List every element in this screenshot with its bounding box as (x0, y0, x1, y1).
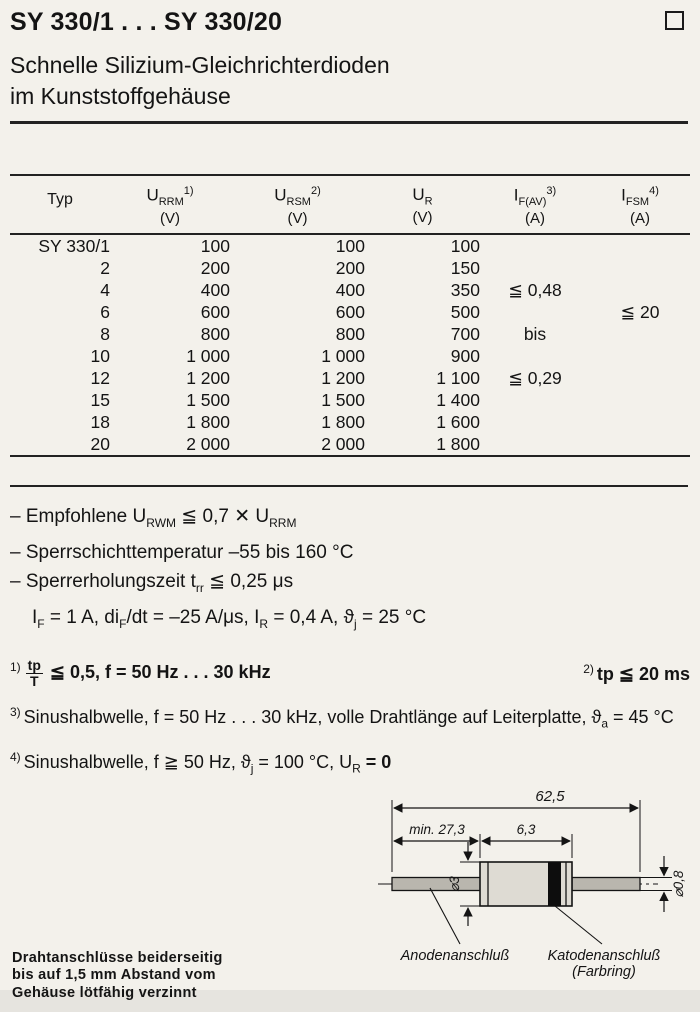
cell-ursm: 200 (335, 258, 365, 279)
ifav-lower-value: ≦ 0,29 (508, 368, 562, 389)
col-header-ifsm (590, 175, 690, 234)
solder-note (12, 950, 223, 1003)
text-segment: – Empfohlene U (10, 506, 147, 528)
cell-ursm: 800 (335, 324, 365, 345)
cathode-lead (572, 878, 640, 891)
anode-label: Anodenanschluß (400, 948, 510, 965)
cell-urrm: 1 800 (186, 412, 230, 433)
fraction-tp-T (26, 658, 43, 689)
notes-section (10, 502, 688, 638)
text-segment: – Sperrerholungszeit t (10, 570, 196, 592)
footnote-2 (583, 656, 690, 687)
solder-note-line-3: Gehäuse lötfähig verzinnt (12, 984, 197, 1001)
subtitle-line-2: im Kunststoffgehäuse (10, 83, 231, 109)
text-segment: Sinushalbwelle, f ≧ 50 Hz, ϑ (23, 751, 251, 772)
anode-leader-line (430, 888, 460, 944)
text-segment: /dt = –25 A/μs, I (126, 606, 260, 628)
col-ifsm-symbol: $I_{FSM}^{4)}$ (621, 185, 659, 209)
cell-urrm: 200 (200, 258, 230, 279)
col-header-urrm (110, 175, 230, 234)
text-segment: = 100 °C, U (253, 751, 353, 772)
note-test-conditions (10, 603, 688, 639)
corner-square-icon (665, 11, 684, 30)
cell-typ: 8 (100, 324, 110, 345)
cell-ursm: 400 (335, 280, 365, 301)
cell-typ: 12 (90, 368, 110, 389)
col-ifav-unit: (A) (525, 210, 545, 228)
cell-ur: 700 (450, 324, 480, 345)
subscript: j (250, 761, 254, 776)
cell-typ: 2 (100, 258, 110, 279)
subscript: RWM (146, 515, 177, 530)
footnote-row-1-2 (10, 654, 690, 689)
subscript: a (601, 716, 609, 731)
footnote-marker: 2) (583, 662, 594, 677)
page-subtitle (10, 50, 688, 112)
cell-ur: 150 (450, 258, 480, 279)
cell-urrm: 100 (200, 236, 230, 257)
footnote-marker: 3) (10, 705, 21, 720)
text-segment: = 1 A, di (44, 606, 120, 628)
footnote-4 (10, 744, 688, 783)
cathode-colorband-label: (Farbring) (572, 964, 636, 981)
text-segment: = 0 (360, 751, 392, 772)
text-segment: ≦ 0,5, f = 50 Hz . . . 30 kHz (49, 662, 271, 683)
dim-wire-diameter-label: ⌀0,8 (671, 870, 686, 898)
footnote-marker: 4) (10, 749, 21, 764)
cell-urrm: 1 000 (186, 346, 230, 367)
solder-note-line-2: bis auf 1,5 mm Abstand vom (12, 967, 216, 984)
subscript: RRM (269, 515, 297, 530)
col-ifav-symbol: $I_{F(AV)}^{3)}$ (513, 185, 557, 209)
text-segment: Sinushalbwelle, f = 50 Hz . . . 30 kHz, volle Drahtlänge auf Leiterplatte, ϑ (23, 707, 602, 728)
cathode-band (548, 862, 561, 906)
cell-ursm: 600 (335, 302, 365, 323)
cell-typ: SY 330/1 (38, 236, 110, 257)
col-ursm-symbol: $U_{RSM}^{2)}$ (274, 185, 321, 209)
subscript: R (352, 761, 361, 776)
fraction-denominator: T (30, 673, 39, 690)
dim-body-diameter-label: ⌀3 (447, 876, 462, 893)
dim-lead-label: min. 27,3 (409, 822, 465, 838)
col-ur-symbol: $U_R$ (412, 185, 433, 208)
text-segment: = 0,4 A, ϑ (268, 606, 354, 628)
cell-ur: 1 400 (436, 390, 480, 411)
cell-typ: 10 (90, 346, 110, 367)
footnote-1 (10, 654, 271, 689)
page-header (10, 8, 688, 37)
col-header-ifav (480, 175, 590, 234)
text-segment: = 25 °C (356, 606, 427, 628)
cell-typ: 6 (100, 302, 110, 323)
subscript: F (37, 616, 45, 631)
footnote-3 (10, 699, 688, 738)
cell-urrm: 400 (200, 280, 230, 301)
dim-body-label: 6,3 (516, 822, 536, 838)
cell-ur: 500 (450, 302, 480, 323)
col-ursm-unit: (V) (287, 210, 308, 228)
footnotes-section (10, 654, 688, 782)
subscript: R (259, 616, 269, 631)
ifav-bis-label: bis (523, 324, 547, 345)
section-rule (10, 485, 688, 487)
text-segment: tp ≦ 20 ms (596, 664, 690, 685)
cathode-leader-line (555, 906, 602, 944)
subtitle-rule (10, 121, 688, 124)
cell-urrm: 1 500 (186, 390, 230, 411)
col-urrm-symbol: $U_{RRM}^{1)}$ (146, 185, 194, 209)
col-header-ursm (230, 175, 365, 234)
ratings-table (10, 174, 690, 457)
cell-typ: 4 (100, 280, 110, 301)
cell-ursm: 100 (335, 236, 365, 257)
text-segment: I (32, 606, 38, 628)
cell-urrm: 800 (200, 324, 230, 345)
col-header-ur (365, 175, 480, 234)
subtitle-line-1: Schnelle Silizium-Gleichrichterdioden (10, 52, 390, 78)
col-ur-unit: (V) (412, 209, 433, 227)
subscript: j (354, 616, 357, 631)
subscript: rr (195, 580, 204, 595)
note-urwm (10, 502, 688, 538)
text-segment: – Sperrschichttemperatur –55 bis 160 °C (10, 541, 354, 563)
cell-ursm: 1 500 (321, 390, 365, 411)
cell-ifav-merged (480, 234, 590, 456)
page-title: SY 330/1 . . . SY 330/20 (10, 8, 283, 36)
text-segment: ≦ 0,25 μs (203, 570, 294, 592)
cell-ur: 1 600 (436, 412, 480, 433)
text-segment: ≦ 0,7 ✕ U (176, 506, 270, 528)
note-junction-temperature (10, 538, 688, 567)
subscript: F (119, 616, 127, 631)
cell-ursm: 1 000 (321, 346, 365, 367)
solder-note-line-1: Drahtanschlüsse beiderseitig (12, 949, 223, 966)
table-header-row (10, 175, 690, 234)
ifsm-value: ≦ 20 (620, 302, 660, 323)
cell-ur: 1 100 (436, 368, 480, 389)
cell-ur: 900 (450, 346, 480, 367)
cell-ursm: 1 200 (321, 368, 365, 389)
fraction-numerator: tp (27, 657, 41, 674)
col-header-typ (10, 175, 110, 234)
col-urrm-unit: (V) (160, 210, 180, 228)
col-typ-label: Typ (47, 191, 73, 208)
footnote-marker: 1) (10, 660, 21, 675)
cell-urrm: 2 000 (186, 434, 230, 455)
package-drawing-region (10, 784, 688, 1012)
cell-typ: 18 (90, 412, 110, 433)
cell-typ: 20 (90, 434, 110, 455)
cell-ur: 350 (450, 280, 480, 301)
col-ifsm-unit: (A) (630, 210, 650, 228)
cell-ur: 1 800 (436, 434, 480, 455)
cathode-label: Katodenanschluß (547, 948, 661, 965)
note-reverse-recovery (10, 567, 688, 603)
cell-ursm: 1 800 (321, 412, 365, 433)
anode-lead (392, 878, 490, 891)
cell-ur: 100 (450, 236, 480, 257)
dim-total-label: 62,5 (535, 788, 565, 806)
cell-typ: 15 (90, 390, 110, 411)
cell-urrm: 600 (200, 302, 230, 323)
cell-ifsm-merged (590, 234, 690, 456)
text-segment: = 45 °C (608, 707, 674, 728)
ifav-upper-value: ≦ 0,48 (508, 280, 562, 301)
cell-urrm: 1 200 (186, 368, 230, 389)
table-row (10, 234, 690, 257)
cell-ursm: 2 000 (321, 434, 365, 455)
